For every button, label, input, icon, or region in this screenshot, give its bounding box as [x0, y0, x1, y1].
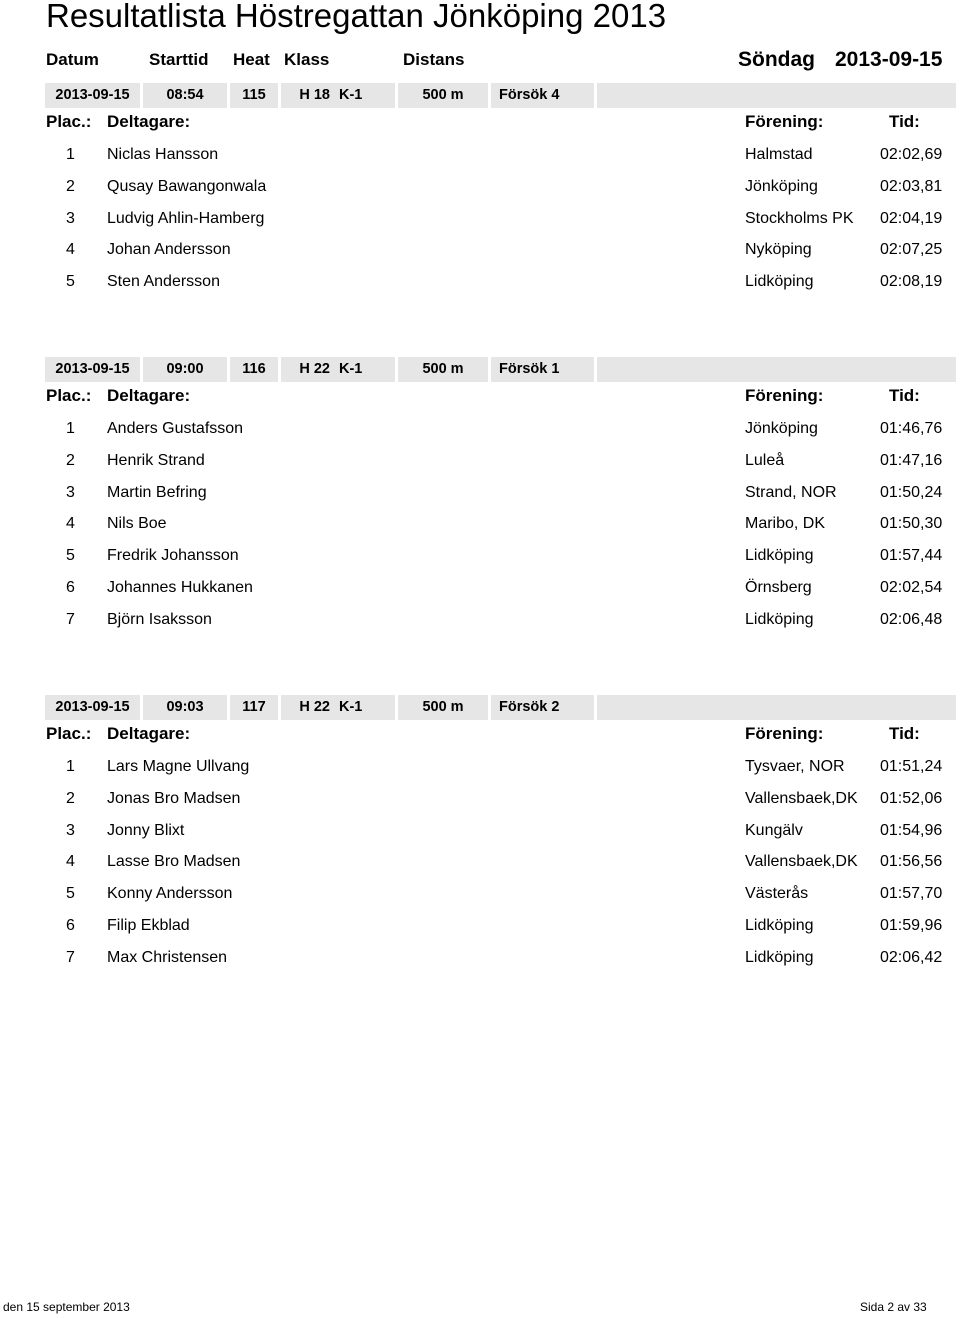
result-club: Vallensbaek,DK	[745, 853, 858, 871]
result-row	[0, 481, 960, 505]
result-row	[0, 755, 960, 779]
result-club: Lidköping	[745, 610, 814, 628]
result-participant: Lasse Bro Madsen	[107, 853, 241, 871]
result-club: Västerås	[745, 885, 809, 903]
result-participant: Jonny Blixt	[107, 821, 185, 839]
result-placement: 1	[66, 758, 75, 775]
heat-boat-type: K-1	[339, 695, 395, 720]
heat-start-time: 09:00	[143, 357, 227, 382]
result-club: Lidköping	[745, 547, 814, 565]
result-placement: 3	[66, 209, 75, 227]
result-row	[0, 946, 960, 970]
result-participant: Max Christensen	[107, 948, 228, 966]
heat-info-bar	[0, 357, 960, 383]
result-participant: Konny Andersson	[107, 885, 233, 903]
col-header-tid: Tid:	[889, 724, 920, 743]
col-header-deltagare: Deltagare:	[107, 112, 191, 131]
result-participant: Nils Boe	[107, 515, 167, 533]
result-time: 02:03,81	[880, 177, 943, 195]
header-distans: Distans	[403, 50, 465, 69]
header-klass: Klass	[284, 50, 330, 69]
result-placement: 7	[66, 948, 75, 966]
result-club: Halmstad	[745, 146, 813, 163]
heat-number: 116	[230, 357, 278, 382]
heat-distance: 500 m	[398, 357, 488, 382]
header-starttid: Starttid	[149, 50, 209, 69]
result-time: 01:52,06	[880, 789, 943, 807]
heat-number: 115	[230, 83, 278, 108]
result-placement: 2	[66, 451, 75, 469]
col-header-deltagare: Deltagare:	[107, 386, 191, 405]
result-club: Maribo, DK	[745, 515, 826, 533]
result-row	[0, 608, 960, 632]
result-participant: Henrik Strand	[107, 451, 205, 469]
result-club: Kungälv	[745, 821, 803, 839]
heat-round: Försök 4	[491, 83, 594, 108]
col-header-plac: Plac.:	[46, 724, 92, 743]
result-placement: 2	[66, 789, 75, 807]
result-placement: 3	[66, 821, 75, 839]
result-placement: 5	[66, 547, 75, 565]
result-time: 01:56,56	[880, 853, 943, 871]
header-heat: Heat	[233, 50, 270, 69]
result-club: Lidköping	[745, 948, 814, 966]
result-club: Vallensbaek,DK	[745, 789, 858, 807]
result-time: 01:50,24	[880, 483, 943, 501]
heat-info-filler	[597, 83, 956, 108]
result-time: 01:57,70	[880, 885, 943, 903]
result-time: 01:46,76	[880, 420, 943, 437]
result-row	[0, 512, 960, 536]
result-time: 02:04,19	[880, 209, 943, 227]
result-participant: Anders Gustafsson	[107, 420, 244, 437]
result-row	[0, 576, 960, 600]
result-row	[0, 787, 960, 811]
result-participant: Jonas Bro Madsen	[107, 789, 241, 807]
header-date: 2013-09-15	[835, 48, 943, 71]
result-time: 02:08,19	[880, 273, 943, 291]
result-participant: Fredrik Johansson	[107, 547, 239, 565]
result-row	[0, 175, 960, 199]
col-header-tid: Tid:	[889, 386, 920, 405]
heat-class: H 18	[281, 83, 339, 108]
col-header-forening: Förening:	[745, 724, 824, 743]
heat-distance: 500 m	[398, 83, 488, 108]
page-title: Resultatlista Höstregattan Jönköping 2013	[46, 0, 667, 34]
footer-page-number: Sida 2 av 33	[860, 1300, 927, 1314]
result-placement: 6	[66, 579, 75, 596]
result-placement: 1	[66, 146, 75, 163]
result-time: 02:06,42	[880, 948, 943, 966]
result-club: Strand, NOR	[745, 483, 837, 501]
result-participant: Johannes Hukkanen	[107, 579, 253, 596]
heat-round: Försök 2	[491, 695, 594, 720]
result-row	[0, 544, 960, 568]
heat-date: 2013-09-15	[45, 357, 140, 382]
result-participant: Martin Befring	[107, 483, 207, 501]
result-placement: 1	[66, 420, 75, 437]
result-club: Tysvaer, NOR	[745, 758, 845, 775]
result-participant: Björn Isaksson	[107, 610, 212, 628]
result-row	[0, 207, 960, 231]
header-datum: Datum	[46, 50, 99, 69]
result-placement: 4	[66, 241, 75, 259]
result-placement: 5	[66, 885, 75, 903]
result-placement: 6	[66, 917, 75, 934]
result-placement: 4	[66, 515, 75, 533]
result-participant: Qusay Bawangonwala	[107, 177, 267, 195]
result-row	[0, 238, 960, 262]
result-participant: Filip Ekblad	[107, 917, 190, 934]
result-participant: Johan Andersson	[107, 241, 231, 259]
heat-start-time: 08:54	[143, 83, 227, 108]
heat-info-filler	[597, 357, 956, 382]
result-participant: Lars Magne Ullvang	[107, 758, 250, 775]
header-day: Söndag	[738, 48, 815, 71]
col-header-tid: Tid:	[889, 112, 920, 131]
col-header-plac: Plac.:	[46, 386, 92, 405]
result-row	[0, 417, 960, 441]
result-row	[0, 270, 960, 294]
result-participant: Sten Andersson	[107, 273, 220, 291]
result-row	[0, 819, 960, 843]
col-header-forening: Förening:	[745, 386, 824, 405]
heat-info-bar	[0, 695, 960, 721]
heat-info-bar	[0, 83, 960, 109]
result-club: Nyköping	[745, 241, 812, 259]
result-club: Stockholms PK	[745, 209, 854, 227]
result-placement: 7	[66, 610, 75, 628]
heat-boat-type: K-1	[339, 357, 395, 382]
result-club: Luleå	[745, 451, 785, 469]
col-header-forening: Förening:	[745, 112, 824, 131]
heat-class: H 22	[281, 357, 339, 382]
result-time: 01:57,44	[880, 547, 943, 565]
result-row	[0, 850, 960, 874]
result-row	[0, 914, 960, 938]
col-header-deltagare: Deltagare:	[107, 724, 191, 743]
result-row	[0, 143, 960, 167]
result-placement: 3	[66, 483, 75, 501]
result-club: Lidköping	[745, 917, 814, 934]
result-time: 02:07,25	[880, 241, 943, 259]
heat-class: H 22	[281, 695, 339, 720]
result-club: Jönköping	[745, 177, 818, 195]
heat-boat-type: K-1	[339, 83, 395, 108]
heat-distance: 500 m	[398, 695, 488, 720]
heat-start-time: 09:03	[143, 695, 227, 720]
col-header-plac: Plac.:	[46, 112, 92, 131]
result-time: 02:02,69	[880, 146, 943, 163]
result-club: Lidköping	[745, 273, 814, 291]
heat-date: 2013-09-15	[45, 83, 140, 108]
result-placement: 4	[66, 853, 75, 871]
result-placement: 5	[66, 273, 75, 291]
result-time: 01:47,16	[880, 451, 943, 469]
result-club: Jönköping	[745, 420, 818, 437]
result-time: 01:54,96	[880, 821, 943, 839]
result-row	[0, 882, 960, 906]
heat-date: 2013-09-15	[45, 695, 140, 720]
result-placement: 2	[66, 177, 75, 195]
result-time: 01:59,96	[880, 917, 943, 934]
result-time: 01:51,24	[880, 758, 943, 775]
result-participant: Niclas Hansson	[107, 146, 219, 163]
result-time: 02:02,54	[880, 579, 943, 596]
result-time: 02:06,48	[880, 610, 943, 628]
heat-number: 117	[230, 695, 278, 720]
result-club: Örnsberg	[745, 579, 812, 596]
heat-info-filler	[597, 695, 956, 720]
footer-date: den 15 september 2013	[3, 1300, 130, 1314]
result-time: 01:50,30	[880, 515, 943, 533]
result-row	[0, 449, 960, 473]
result-participant: Ludvig Ahlin-Hamberg	[107, 209, 265, 227]
heat-round: Försök 1	[491, 357, 594, 382]
